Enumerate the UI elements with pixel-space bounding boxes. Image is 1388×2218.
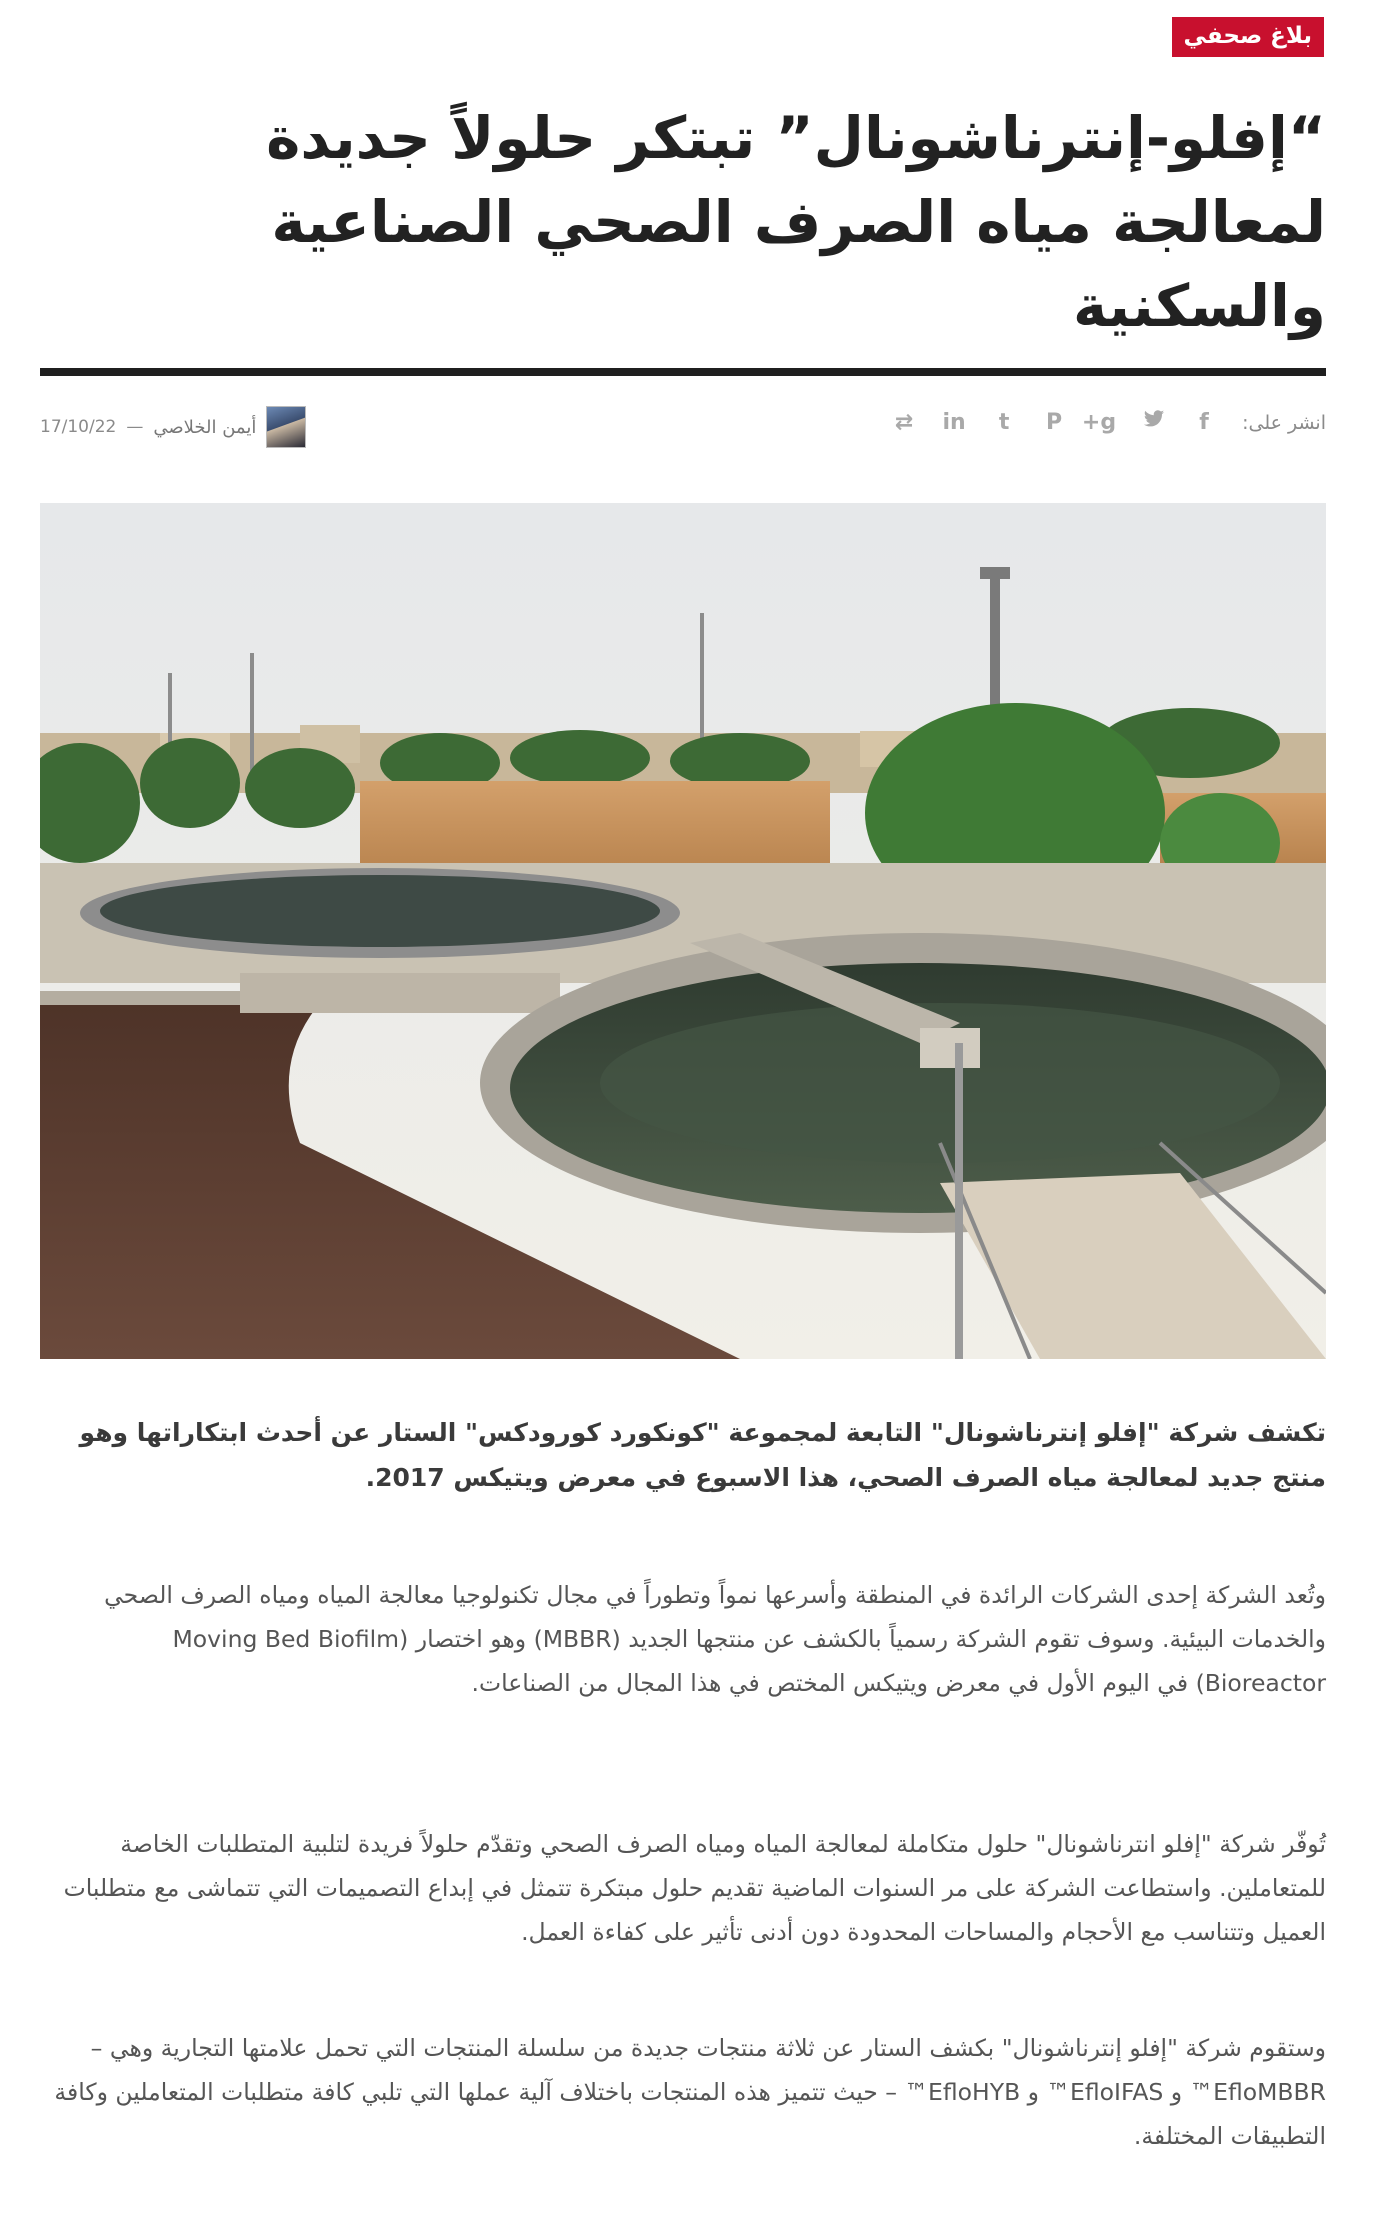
share-bar [892,408,1326,438]
category-badge[interactable]: بلاغ صحفي [1172,17,1324,57]
article-photo [40,503,1326,1359]
title-divider [40,368,1326,376]
byline [40,406,306,448]
share-label: انشر على: [1242,412,1326,434]
article-title: “إفلو-إنترناشونال” تبتكر حلولاً جديدة لمعالجة مياه الصرف الصحي الصناعية والسكنية [266,104,1326,340]
article-paragraph-1: وتُعد الشركة إحدى الشركات الرائدة في المنطقة وأسرعها نمواً وتطوراً في مجال تكنولوجيا معالجة المياه ومياه الصرف الصحي والخدمات البيئية. وسوف تقوم الشركة رسمياً بالكشف عن منتجها الجديد (MBBR) وهو اختصار (Moving Bed Biofilm Bioreactor) في اليوم الأول في معرض ويتيكس المختص في هذا المجال من الصناعات. [104,1581,1326,1697]
share-icon[interactable]: ⇄ [894,410,914,435]
twitter-icon[interactable] [1142,408,1166,438]
article-meta [40,400,1326,460]
google-plus-icon[interactable]: g+ [1081,410,1117,435]
tumblr-icon[interactable]: t [998,410,1010,435]
pinterest-icon[interactable]: P [1046,410,1063,435]
author-name[interactable]: أيمن الخلاصي [153,416,257,438]
publish-date: 17/10/22 [40,417,117,437]
article-paragraph-2: تُوفّر شركة "إفلو انترناشونال" حلول متكاملة لمعالجة المياه ومياه الصرف الصحي وتقدّم حلولاً فريدة لتلبية المتطلبات الخاصة للمتعاملين. واستطاعت الشركة على مر السنوات الماضية تقديم حلول مبتكرة تتمثل في إبداع التصميمات التي تتماشى مع متطلبات العميل وتتناسب مع الأحجام والمساحات المحدودة دون أدنى تأثير على كفاءة العمل. [63,1830,1326,1946]
date-separator: — [126,417,144,437]
author-avatar[interactable] [266,406,306,448]
article-lead: تكشف شركة "إفلو إنترناشونال" التابعة لمجموعة "كونكورد كورودكس" الستار عن أحدث ابتكاراتها وهو منتج جديد لمعالجة مياه الصرف الصحي، هذا الاسبوع في معرض ويتيكس 2017. [79,1418,1326,1492]
linkedin-icon[interactable]: in [942,410,966,435]
article-paragraph-3: وستقوم شركة "إفلو إنترناشونال" بكشف الستار عن ثلاثة منتجات جديدة من سلسلة المنتجات التي تحمل علامتها التجارية وهي – EfloMBBR™ و EfloIFAS™ و EfloHYB™ – حيث تتميز هذه المنتجات باختلاف آلية عملها التي تلبي كافة متطلبات المتعاملين وكافة التطبيقات المختلفة. [54,2034,1326,2150]
facebook-icon[interactable]: f [1199,410,1209,435]
